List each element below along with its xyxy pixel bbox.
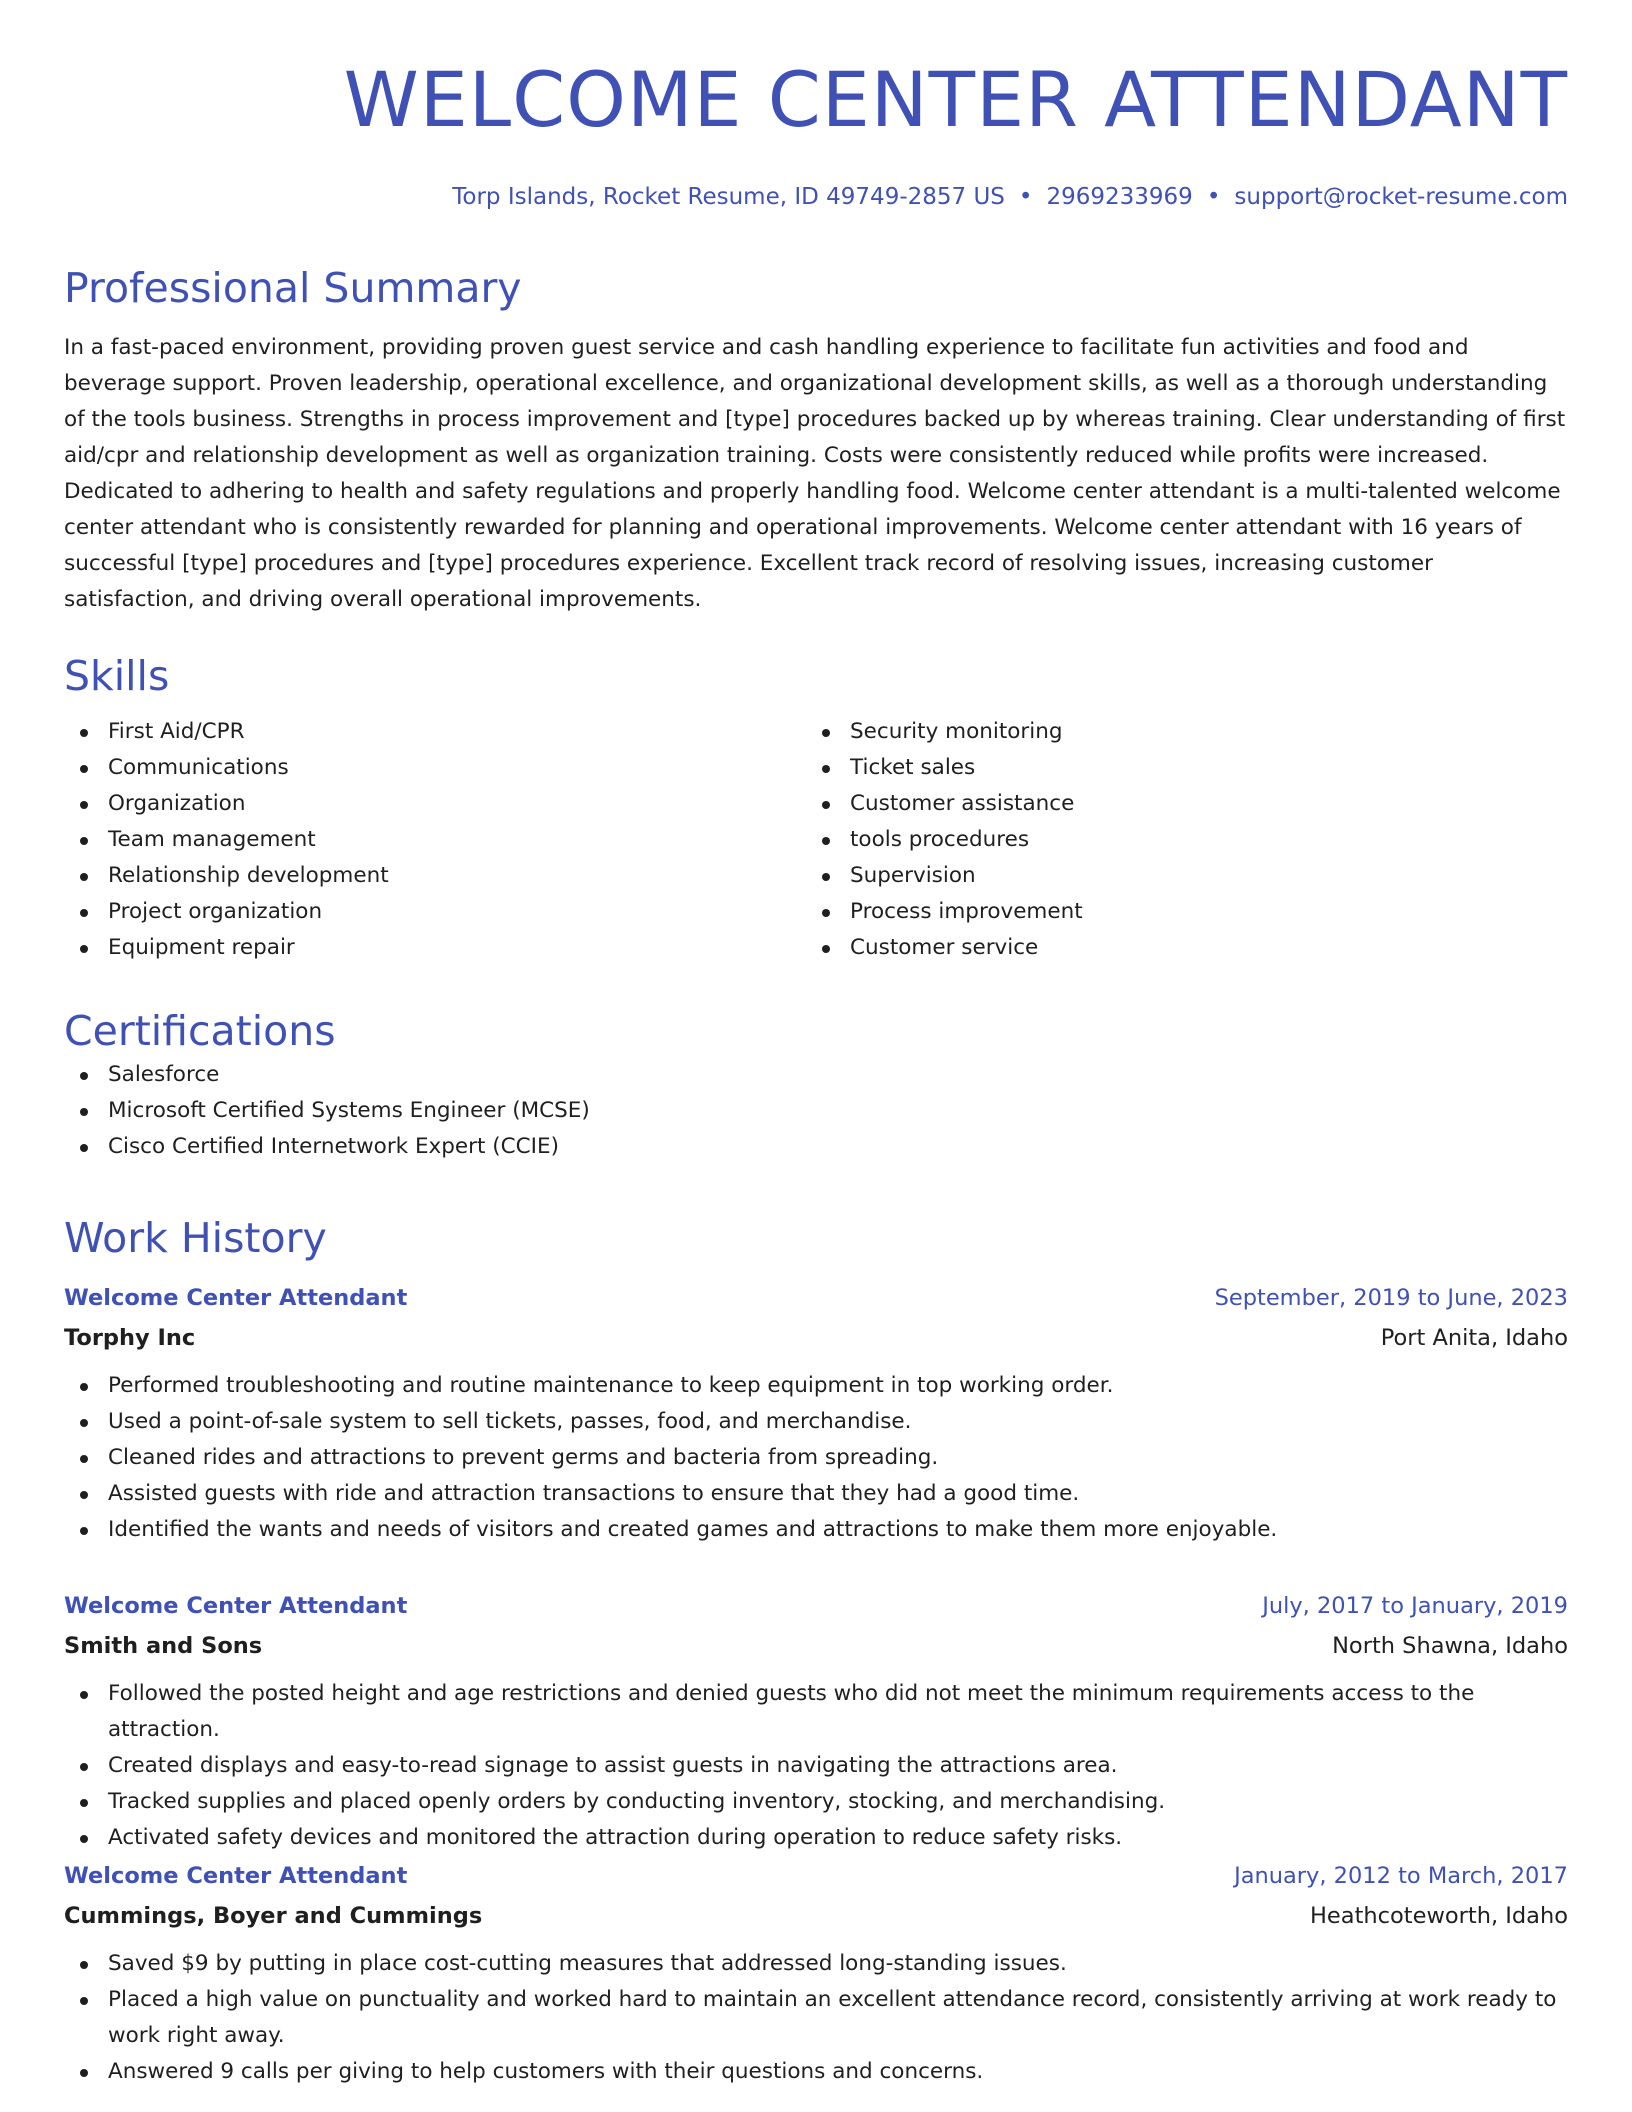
summary-section	[64, 262, 1568, 618]
bullet-icon	[80, 1072, 88, 1080]
bullet-icon	[80, 1527, 88, 1535]
bullet-icon	[80, 873, 88, 881]
skills-column-left	[64, 714, 806, 966]
certifications-list	[64, 1057, 1568, 1165]
job-dates: July, 2017 to January, 2019	[1262, 1593, 1568, 1619]
skill-label: Team management	[108, 827, 316, 852]
skill-label: Process improvement	[850, 899, 1083, 924]
work-history-section	[64, 1212, 1568, 2084]
certifications-section	[64, 1005, 1568, 1165]
job-title: Welcome Center Attendant	[64, 1863, 408, 1889]
bullet-icon	[80, 1835, 88, 1843]
job-bullet	[64, 1476, 1568, 1512]
skill-label: Project organization	[108, 899, 323, 924]
job-bullet	[64, 2054, 1568, 2090]
skill-label: tools procedures	[850, 827, 1030, 852]
job-entry	[64, 1586, 1568, 1856]
certifications-title: Certifications	[64, 1007, 336, 1055]
job-bullet-text: Activated safety devices and monitored the attraction during operation to reduce safety risks.	[108, 1825, 1123, 1850]
skill-label: Communications	[108, 755, 289, 780]
bullet-icon	[822, 873, 830, 881]
resume-page	[64, 0, 1568, 2084]
job-bullet	[64, 1512, 1568, 1548]
bullet-icon	[80, 1997, 88, 2005]
contact-phone: 2969233969	[1046, 184, 1193, 210]
job-bullet-text: Saved $9 by putting in place cost-cutting measures that addressed long-standing issues.	[108, 1951, 1067, 1976]
bullet-icon	[80, 1691, 88, 1699]
bullet-icon	[80, 765, 88, 773]
job-bullet-text: Answered 9 calls per giving to help customers with their questions and concerns.	[108, 2059, 984, 2084]
job-title: Welcome Center Attendant	[64, 1593, 408, 1619]
job-dates: September, 2019 to June, 2023	[1214, 1285, 1568, 1311]
certification-label: Cisco Certified Internetwork Expert (CCIE)	[108, 1134, 559, 1159]
skill-item	[806, 858, 1548, 894]
summary-title: Professional Summary	[64, 264, 522, 312]
bullet-icon	[822, 729, 830, 737]
job-bullet-text: Identified the wants and needs of visitors and created games and attractions to make them more enjoyable.	[108, 1517, 1278, 1542]
skill-item	[806, 822, 1548, 858]
bullet-icon	[80, 1383, 88, 1391]
skill-label: Customer service	[850, 935, 1039, 960]
certification-item	[64, 1057, 1568, 1093]
skill-label: Supervision	[850, 863, 976, 888]
skill-item	[806, 750, 1548, 786]
bullet-icon	[822, 837, 830, 845]
contact-email: support@rocket-resume.com	[1234, 184, 1568, 210]
job-bullets	[64, 1368, 1568, 1548]
skill-item	[64, 750, 806, 786]
certification-label: Microsoft Certified Systems Engineer (MCSE)	[108, 1098, 590, 1123]
bullet-icon	[80, 1799, 88, 1807]
skill-label: Security monitoring	[850, 719, 1063, 744]
bullet-icon	[80, 1455, 88, 1463]
job-company: Smith and Sons	[64, 1633, 263, 1659]
job-location: Heathcoteworth, Idaho	[1310, 1903, 1568, 1929]
skills-grid	[64, 714, 1568, 966]
skill-item	[806, 714, 1548, 750]
skill-item	[806, 786, 1548, 822]
job-company: Cummings, Boyer and Cummings	[64, 1903, 483, 1929]
skill-label: Relationship development	[108, 863, 389, 888]
skill-label: Organization	[108, 791, 246, 816]
bullet-icon	[822, 945, 830, 953]
certification-label: Salesforce	[108, 1062, 220, 1087]
job-entry	[64, 1856, 1568, 2090]
skill-item	[64, 858, 806, 894]
bullet-icon	[80, 837, 88, 845]
contact-line	[64, 182, 1568, 212]
job-location: North Shawna, Idaho	[1332, 1633, 1568, 1659]
bullet-icon	[80, 909, 88, 917]
skills-section	[64, 650, 1568, 966]
bullet-icon	[80, 1491, 88, 1499]
contact-address: Torp Islands, Rocket Resume, ID 49749-2857 US	[452, 184, 1005, 210]
resume-name: WELCOME CENTER ATTENDANT	[343, 55, 1568, 144]
job-bullets	[64, 1676, 1568, 1856]
bullet-icon	[80, 2069, 88, 2077]
job-bullet-text: Created displays and easy-to-read signage to assist guests in navigating the attractions area.	[108, 1753, 1118, 1778]
skill-label: Equipment repair	[108, 935, 295, 960]
job-bullet	[64, 1440, 1568, 1476]
skill-label: Ticket sales	[850, 755, 976, 780]
job-bullet	[64, 1676, 1568, 1748]
bullet-icon	[822, 801, 830, 809]
contact-separator: •	[1206, 184, 1221, 210]
job-title: Welcome Center Attendant	[64, 1285, 408, 1311]
bullet-icon	[80, 1144, 88, 1152]
job-bullet	[64, 1784, 1568, 1820]
skills-title: Skills	[64, 652, 170, 700]
skill-item	[64, 822, 806, 858]
skill-item	[806, 930, 1548, 966]
bullet-icon	[80, 1108, 88, 1116]
job-bullet	[64, 1982, 1568, 2054]
job-bullet	[64, 1820, 1568, 1856]
work-history-title: Work History	[64, 1214, 327, 1262]
skill-item	[806, 894, 1548, 930]
bullet-icon	[80, 1961, 88, 1969]
bullet-icon	[822, 909, 830, 917]
job-bullet	[64, 1748, 1568, 1784]
job-bullet-text: Performed troubleshooting and routine maintenance to keep equipment in top working order.	[108, 1373, 1114, 1398]
skill-item	[64, 786, 806, 822]
job-company: Torphy Inc	[64, 1325, 196, 1351]
bullet-icon	[80, 1763, 88, 1771]
contact-separator: •	[1018, 184, 1033, 210]
job-bullet-text: Tracked supplies and placed openly orders by conducting inventory, stocking, and merchandising.	[108, 1789, 1166, 1814]
skill-label: Customer assistance	[850, 791, 1075, 816]
bullet-icon	[80, 945, 88, 953]
job-bullet-text: Assisted guests with ride and attraction transactions to ensure that they had a good time.	[108, 1481, 1080, 1506]
bullet-icon	[80, 729, 88, 737]
skill-item	[64, 714, 806, 750]
job-bullet	[64, 1368, 1568, 1404]
skill-item	[64, 894, 806, 930]
job-bullets	[64, 1946, 1568, 2090]
job-dates: January, 2012 to March, 2017	[1234, 1863, 1568, 1889]
bullet-icon	[822, 765, 830, 773]
certification-item	[64, 1129, 1568, 1165]
skills-column-right	[806, 714, 1548, 966]
certification-item	[64, 1093, 1568, 1129]
bullet-icon	[80, 1419, 88, 1427]
job-entry	[64, 1278, 1568, 1548]
job-bullet-text: Placed a high value on punctuality and worked hard to maintain an excellent attendance record, consistently arriving at work ready to work right away.	[108, 1987, 1557, 2048]
skill-label: First Aid/CPR	[108, 719, 245, 744]
bullet-icon	[80, 801, 88, 809]
summary-text: In a fast-paced environment, providing proven guest service and cash handling experience to facilitate fun activities and food and beverage support. Proven leadership, operational excellence, and organizational development skills, as well as a thorough understanding of the tools business. Strengths in process improvement and [type] procedures backed up by whereas training. Clear understanding of first aid/cpr and relationship development as well as organization training. Costs were consistently reduced while profits were increased. Dedicated to adhering to health and safety regulations and properly handling food. Welcome center attendant is a multi-talented welcome center attendant who is consistently rewarded for planning and operational improvements. Welcome center attendant with 16 years of successful [type] procedures and [type] procedures experience. Excellent track record of resolving issues, increasing customer satisfaction, and driving overall operational improvements.	[64, 335, 1566, 612]
skill-item	[64, 930, 806, 966]
job-bullet-text: Used a point-of-sale system to sell tickets, passes, food, and merchandise.	[108, 1409, 912, 1434]
job-bullet-text: Followed the posted height and age restrictions and denied guests who did not meet the minimum requirements access to the attraction.	[108, 1681, 1475, 1742]
job-bullet	[64, 1946, 1568, 1982]
job-bullet-text: Cleaned rides and attractions to prevent germs and bacteria from spreading.	[108, 1445, 939, 1470]
job-bullet	[64, 1404, 1568, 1440]
job-location: Port Anita, Idaho	[1380, 1325, 1568, 1351]
